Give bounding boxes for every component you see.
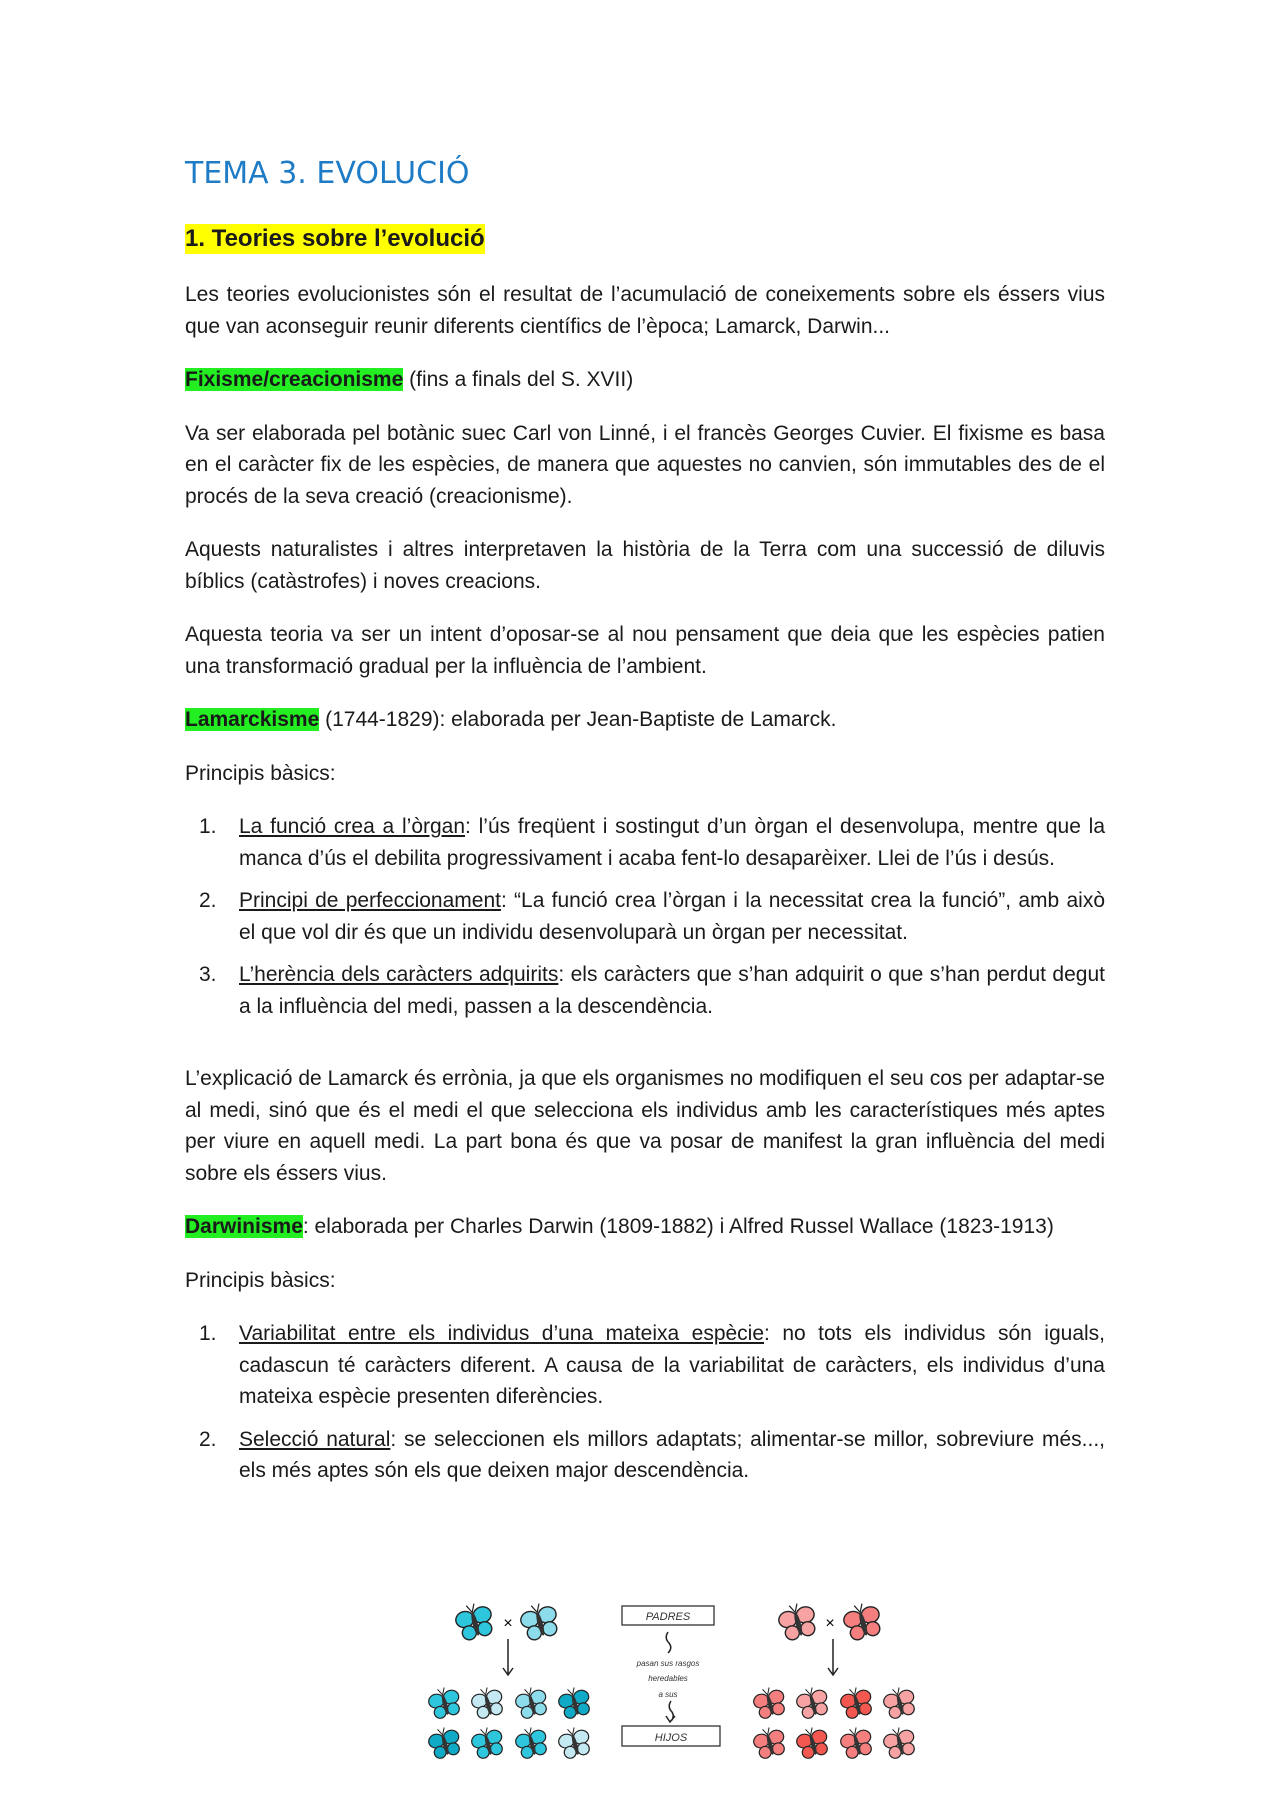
cross-symbol-right: ×	[825, 1615, 835, 1632]
butterfly-icon	[881, 1724, 918, 1760]
butterfly-icon	[794, 1684, 831, 1720]
butterfly-icon	[513, 1684, 550, 1720]
lamarck-description: (1744-1829): elaborada per Jean-Baptiste de Lamarck.	[319, 708, 837, 731]
fixisme-paragraph-2: Aquests naturalistes i altres interpretaven la història de la Terra com una successió de diluvis bíblics (catàstrofes) i noves creacions.	[185, 538, 1105, 593]
document-title: TEMA 3. EVOLUCIÓ	[185, 156, 470, 191]
principle-text: : se seleccionen els millors adaptats; alimentar-se millor, sobreviure més..., els més aptes són els que deixen major descendència.	[239, 1427, 1105, 1482]
principle-text: : “La funció crea l’òrgan i la necessitat crea la funció”, amb això el que vol dir és que un individu desenvoluparà un òrgan per necessitat.	[239, 889, 1105, 944]
butterfly-icon	[838, 1724, 875, 1760]
darwin-principles-list	[185, 1318, 1105, 1487]
butterfly-icon	[841, 1600, 885, 1642]
butterfly-icon	[751, 1684, 788, 1720]
principle-text: : l’ús freqüent i sostingut d’un òrgan el desenvolupa, mentre que la manca d’ús el debilita progressivament i acaba fent-lo desaparèixer. Llei de l’ús i desús.	[239, 815, 1105, 870]
list-number: 1.	[199, 815, 217, 838]
intro-paragraph: Les teories evolucionistes són el resultat de l’acumulació de coneixements sobre els éssers vius que van aconseguir reunir diferents científics de l’època; Lamarck, Darwin...	[185, 283, 1105, 338]
darwin-heading	[185, 1211, 1105, 1243]
butterfly-icon	[838, 1684, 875, 1720]
cross-symbol-left: ×	[503, 1615, 513, 1632]
butterfly-icon	[794, 1724, 831, 1760]
darwin-description: : elaborada per Charles Darwin (1809-1882) i Alfred Russel Wallace (1823-1913)	[302, 1215, 1054, 1238]
list-number: 3.	[199, 963, 217, 986]
principle-title: Principi de perfeccionament	[239, 889, 501, 912]
darwin-label: Darwinisme	[185, 1215, 303, 1238]
document-body	[185, 279, 1105, 1509]
butterfly-icon	[453, 1600, 497, 1642]
principle-title: Variabilitat entre els individus d’una mateixa espècie	[239, 1322, 765, 1345]
butterfly-icon	[881, 1684, 918, 1720]
fixisme-period: (fins a finals del S. XVII)	[403, 368, 634, 391]
principle-title: L’herència dels caràcters adquirits	[239, 963, 559, 986]
fixisme-label: Fixisme/creacionisme	[185, 368, 404, 391]
list-number: 1.	[199, 1322, 217, 1345]
padres-label: PADRES	[645, 1611, 691, 1623]
caption-line: a sus	[658, 1690, 678, 1699]
list-item	[185, 959, 1105, 1022]
list-item	[185, 1424, 1105, 1487]
caption-line: heredables	[648, 1674, 688, 1683]
list-item	[185, 811, 1105, 874]
hijos-label: HIJOS	[654, 1732, 688, 1744]
fixisme-paragraph-3: Aquesta teoria va ser un intent d’oposar-se al nou pensament que deia que les espècies patien una transformació gradual per la influència de l’ambient.	[185, 623, 1105, 678]
lamarck-principis-label: Principis bàsics:	[185, 761, 336, 785]
lamarck-explanation: L’explicació de Lamarck és errònia, ja que els organismes no modifiquen el seu cos per adaptar-se al medi, sinó que és el medi el que selecciona els individus amb les característiques més aptes per viure en aquell medi. La part bona és que va posar de manifest la gran influència del medi sobre els éssers vius.	[185, 1067, 1105, 1185]
fixisme-heading	[185, 364, 1105, 396]
lamarck-label: Lamarckisme	[185, 708, 320, 731]
principle-title: Selecció natural	[239, 1427, 391, 1451]
principle-text: : no tots els individus són iguals, cadascun té caràcters diferent. A causa de la variabilitat de caràcters, els individus d’una mateixa espècie presenten diferències.	[239, 1322, 1106, 1408]
darwin-principis-label: Principis bàsics:	[185, 1268, 336, 1292]
butterfly-icon	[776, 1600, 820, 1642]
list-number: 2.	[199, 889, 217, 912]
lamarck-principles-list	[185, 811, 1105, 1022]
lamarck-heading	[185, 704, 1105, 736]
butterfly-icon	[556, 1684, 593, 1720]
butterfly-icon	[518, 1600, 562, 1642]
caption-line: pasan sus rasgos	[636, 1659, 700, 1668]
butterfly-icon	[426, 1724, 463, 1760]
butterfly-icon	[513, 1724, 550, 1760]
list-number: 2.	[199, 1427, 217, 1451]
list-item	[185, 885, 1105, 948]
principle-title: La funció crea a l’òrgan	[239, 815, 466, 838]
butterfly-icon	[469, 1724, 506, 1760]
butterfly-icon	[751, 1724, 788, 1760]
butterfly-icon	[469, 1684, 506, 1720]
section-heading: 1. Teories sobre l’evolució	[185, 225, 485, 252]
butterfly-icon	[426, 1684, 463, 1720]
butterfly-inheritance-diagram	[420, 1596, 950, 1796]
list-item	[185, 1318, 1105, 1413]
butterfly-icon	[556, 1724, 593, 1760]
principle-text: : els caràcters que s’han adquirit o que s’han perdut degut a la influència del medi, passen a la descendència.	[239, 963, 1105, 1018]
fixisme-paragraph-1: Va ser elaborada pel botànic suec Carl von Linné, i el francès Georges Cuvier. El fixisme es basa en el caràcter fix de les espècies, de manera que aquestes no canvien, són immutables des de el procés de la seva creació (creacionisme).	[185, 421, 1105, 508]
